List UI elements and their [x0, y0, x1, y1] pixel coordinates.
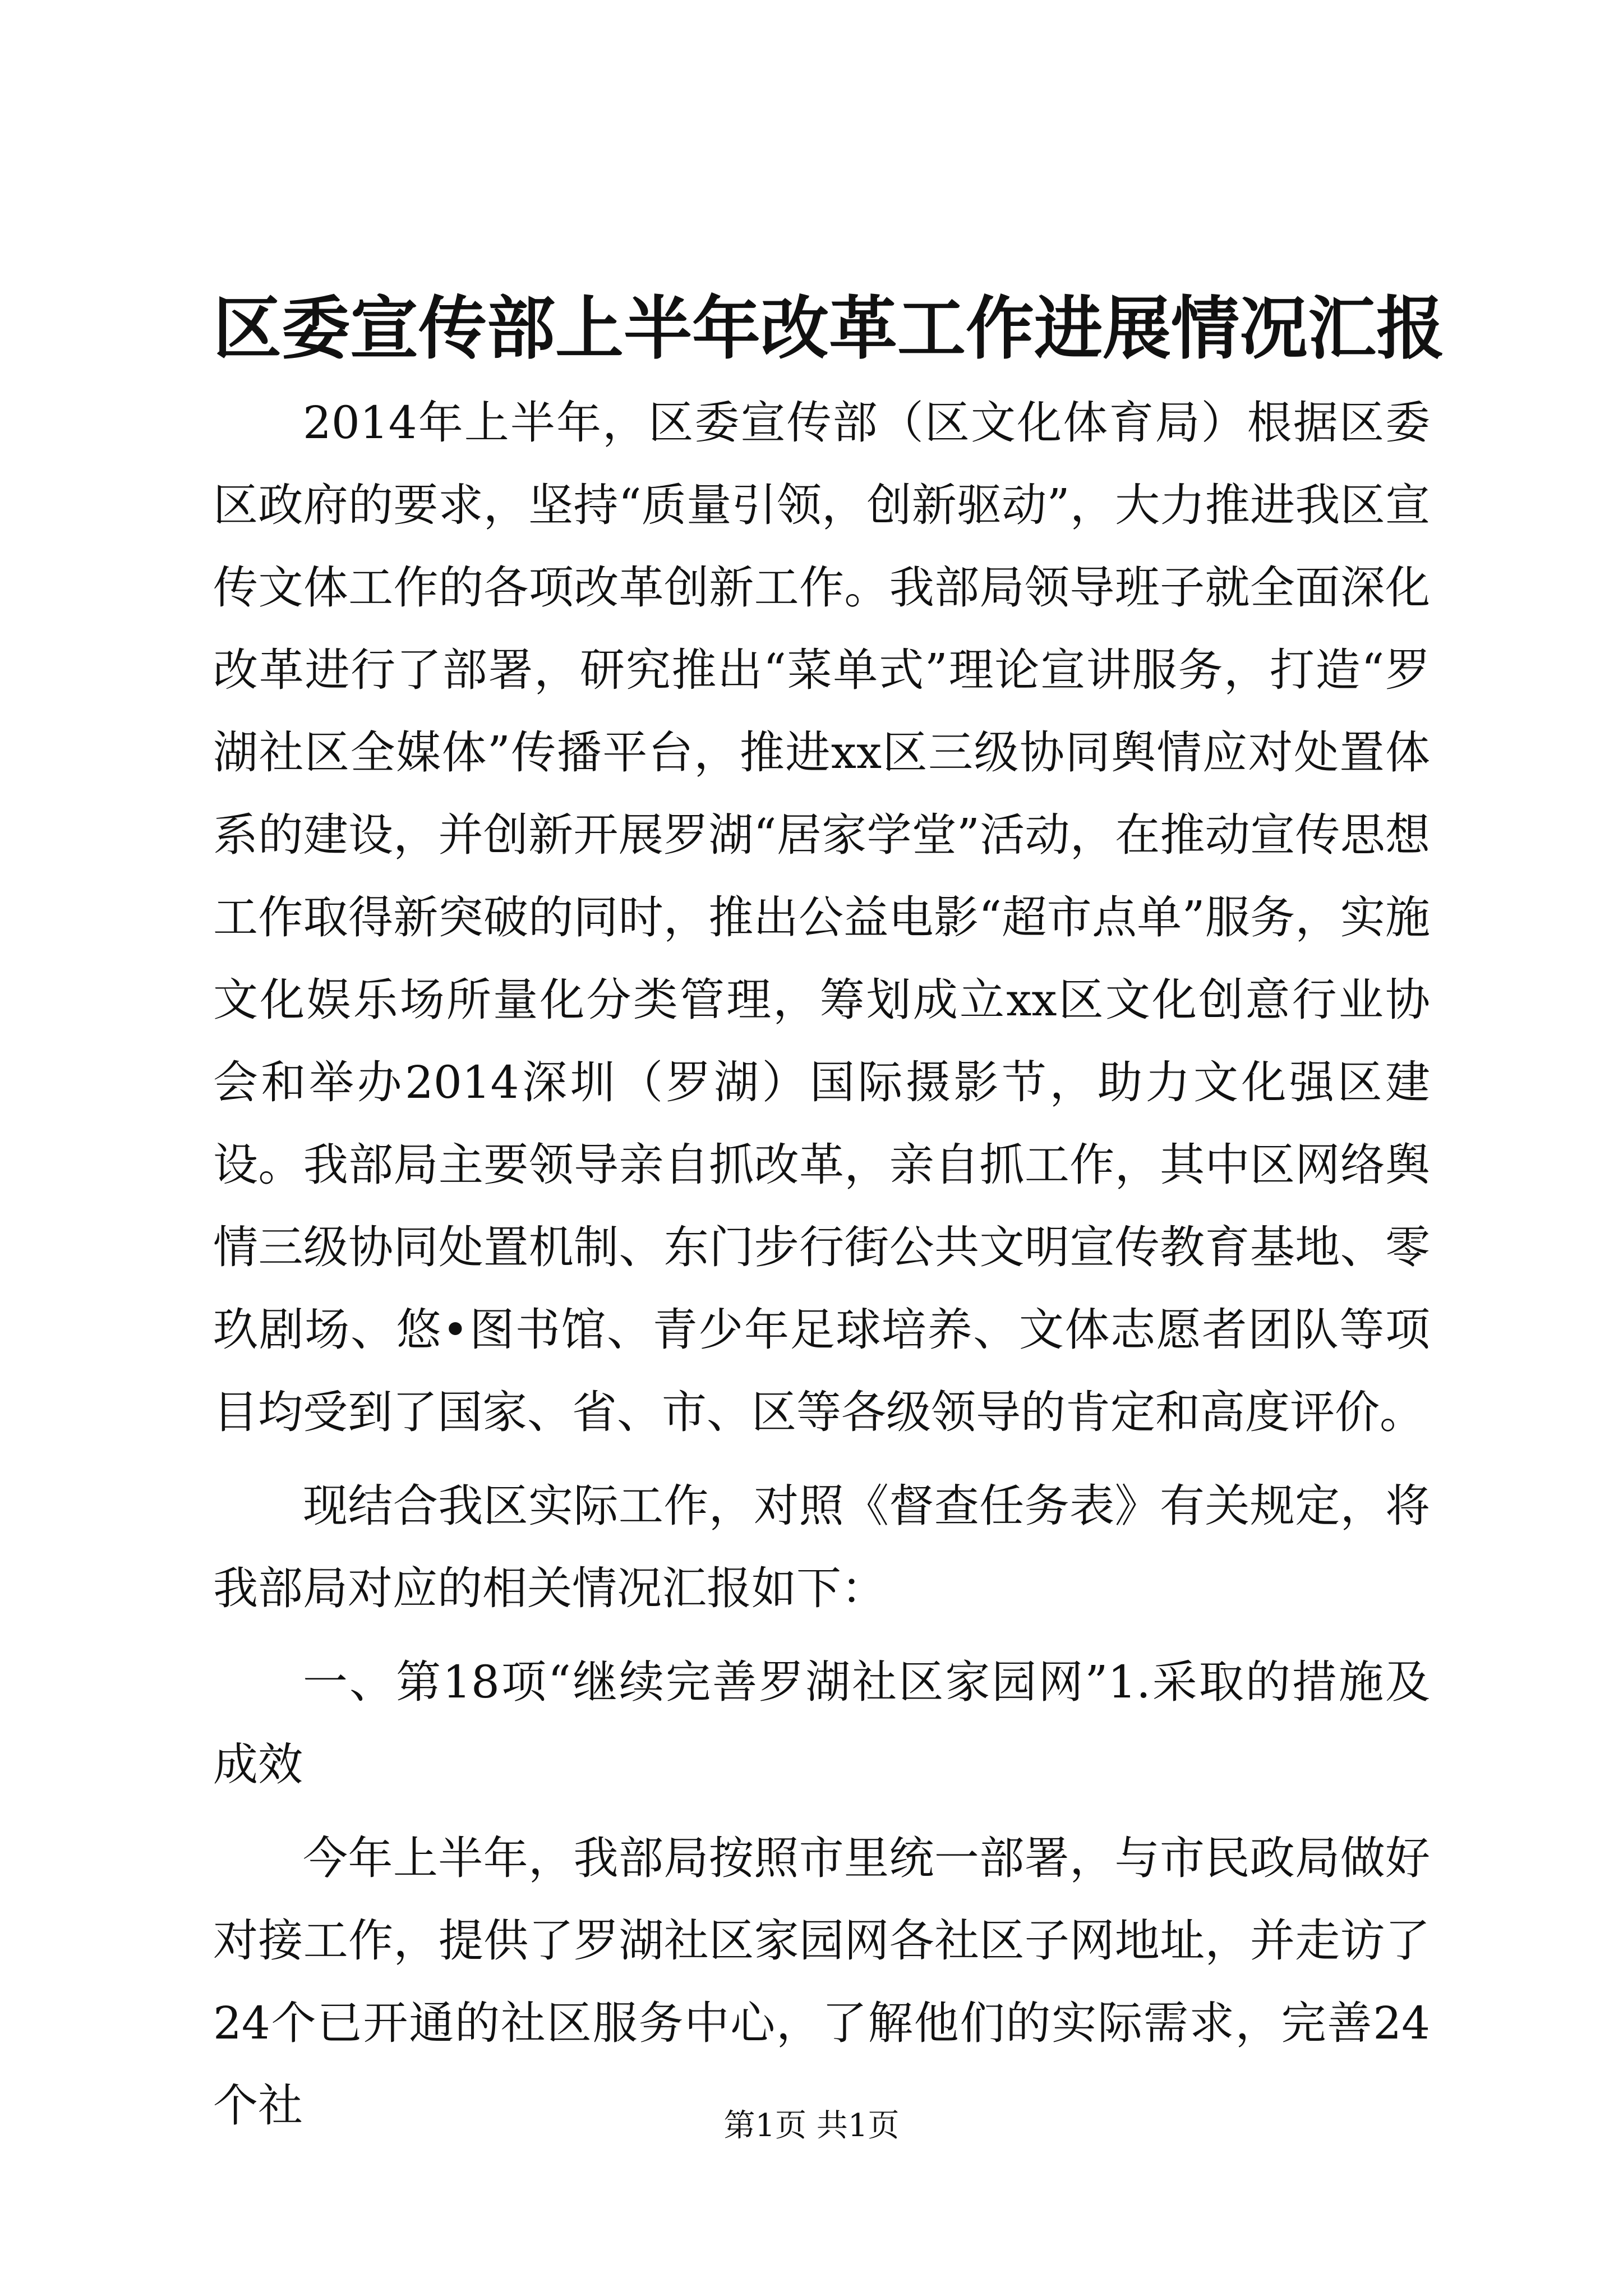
document-title: 区委宣传部上半年改革工作进展情况汇报 — [213, 288, 1445, 369]
paragraph-section-body: 今年上半年，我部局按照市里统一部署，与市民政局做好对接工作，提供了罗湖社区家园网各社区子网地址，并走访了24个已开通的社区服务中心，了解他们的实际需求，完善24个社 — [213, 1832, 1430, 2132]
document-body — [213, 381, 1430, 2147]
paragraph-section-heading: 一、第18项“继续完善罗湖社区家园网”1.采取的措施及成效 — [213, 1656, 1430, 1791]
paragraph-overview: 现结合我区实际工作，对照《督查任务表》有关规定，将我部局对应的相关情况汇报如下： — [213, 1480, 1430, 1614]
page-number-footer: 第1页 共1页 — [723, 2108, 900, 2144]
paragraph-intro: 2014年上半年，区委宣传部（区文化体育局）根据区委区政府的要求，坚持“质量引领，创新驱动”，大力推进我区宣传文体工作的各项改革创新工作。我部局领导班子就全面深化改革进行了部署，研究推出“菜单式”理论宣讲服务，打造“罗湖社区全媒体”传播平台，推进xx区三级协同舆情应对处置体系的建设，并创新开展罗湖“居家学堂”活动，在推动宣传思想工作取得新突破的同时，推出公益电影“超市点单”服务，实施文化娱乐场所量化分类管理，筹划成立xx区文化创意行业协会和举办2014深圳（罗湖）国际摄影节，助力文化强区建设。我部局主要领导亲自抓改革，亲自抓工作，其中区网络舆情三级协同处置机制、东门步行街公共文明宣传教育基地、零玖剧场、悠•图书馆、青少年足球培养、文体志愿者团队等项目均受到了国家、省、市、区等各级领导的肯定和高度评价。 — [213, 397, 1430, 1438]
